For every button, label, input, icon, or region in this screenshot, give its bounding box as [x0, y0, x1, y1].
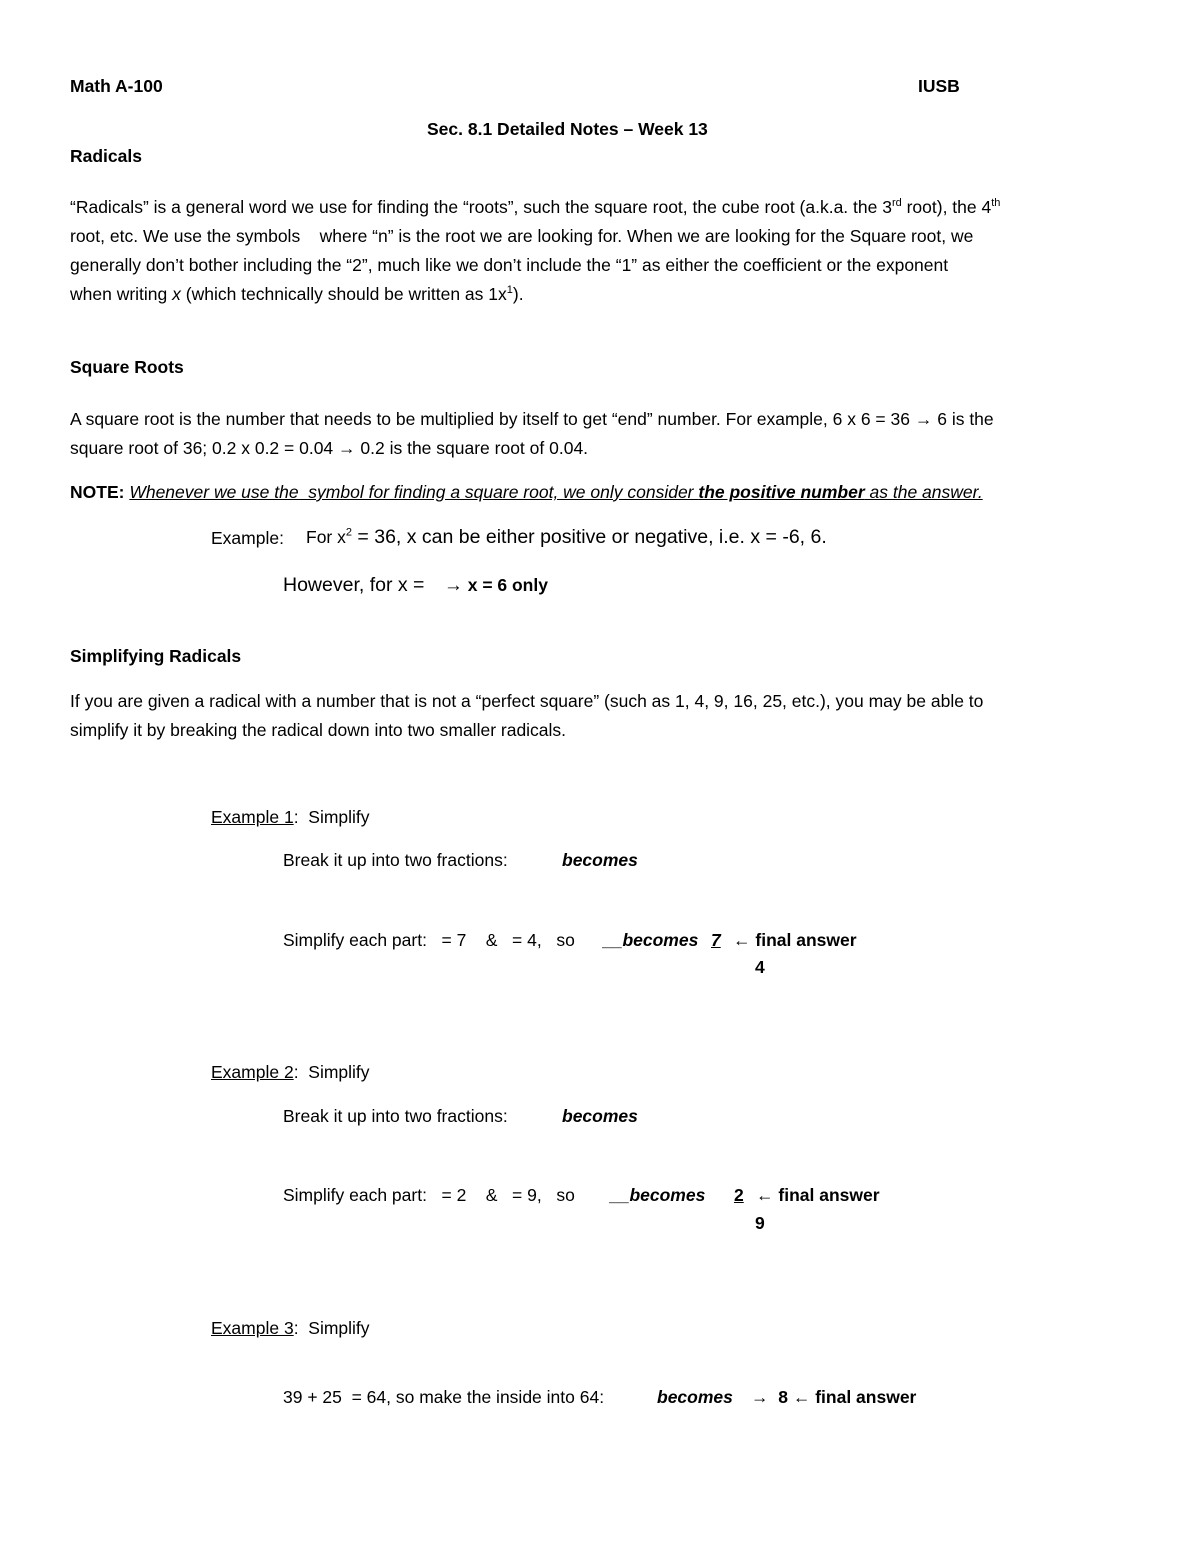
radicals-line-4: [70, 280, 1130, 309]
radicals-line-3: generally don’t bother including the “2”, much like we don’t include the “1” as either the coefficient or the exponent: [70, 255, 949, 275]
example-3-answer: 8: [778, 1387, 788, 1407]
simplifying-paragraph: [70, 687, 1130, 745]
example-1-numerator: 7: [711, 930, 721, 950]
example-1-denominator: 4: [755, 957, 765, 977]
example-3-simplify: : Simplify: [293, 1318, 370, 1338]
example-1-break: Break it up into two fractions:: [283, 850, 508, 870]
school-label: IUSB: [918, 76, 960, 96]
example-2-final: [756, 1185, 880, 1205]
square-roots-heading: Square Roots: [70, 357, 184, 377]
example-2-becomes: becomes: [562, 1106, 638, 1126]
however-line: [283, 574, 548, 597]
example-2-heading: [211, 1062, 370, 1082]
square-roots-line-2: [70, 434, 1130, 463]
example-text-a: For x: [306, 527, 346, 547]
left-arrow-icon: ←: [733, 930, 751, 950]
note-text-b: the positive number: [698, 482, 865, 502]
simplifying-line-2: simplify it by breaking the radical down into two smaller radicals.: [70, 720, 567, 740]
variable-x: x: [172, 284, 181, 304]
note-label: NOTE:: [70, 482, 125, 502]
final-answer-label: final answer: [815, 1387, 917, 1407]
example-2-break: Break it up into two fractions:: [283, 1106, 508, 1126]
radicals-text-4a: when writing: [70, 284, 173, 304]
square-roots-text-1: A square root is the number that needs to be multiplied by itself to get “end” number. For example, 6 x 6 = 36: [70, 409, 915, 429]
example-3-label: Example 3: [211, 1318, 294, 1338]
radicals-text-1: “Radicals” is a general word we use for finding the “roots”, such the square root, the cube root (a.k.a. the 3: [70, 197, 892, 217]
sup-2: 2: [345, 526, 352, 539]
final-answer-label: final answer: [755, 930, 857, 950]
example-text-b: = 36, x can be either positive or negative, i.e. x = -6, 6.: [352, 526, 827, 548]
example-line: [306, 526, 827, 549]
simplifying-line-1: If you are given a radical with a number that is not a “perfect square” (such as 1, 4, 9, 16, 25, etc.), you may be able to: [70, 691, 984, 711]
square-roots-paragraph: [70, 405, 1130, 463]
radicals-paragraph: [70, 193, 1130, 309]
example-2-numerator: 2: [734, 1185, 744, 1205]
however-text: However, for x =: [283, 574, 430, 596]
example-3-heading: [211, 1318, 370, 1338]
radicals-text-4c: ).: [512, 284, 524, 304]
example-2-becomes-2: __becomes: [610, 1185, 706, 1205]
square-roots-text-2b: 0.2 is the square root of 0.04.: [355, 438, 589, 458]
example-2-each: Simplify each part: = 2 & = 9, so: [283, 1185, 580, 1205]
example-label: Example:: [211, 528, 284, 548]
example-1-becomes: becomes: [562, 850, 638, 870]
sup-1: 1: [506, 284, 513, 297]
however-result: x = 6 only: [462, 575, 548, 595]
sup-rd: rd: [891, 197, 902, 210]
example-1-becomes-2: __becomes: [603, 930, 699, 950]
right-arrow-icon: →: [443, 575, 463, 596]
radicals-text-4b: (which technically should be written as 1x: [180, 284, 507, 304]
note-text-c: as the answer.: [864, 482, 983, 502]
example-2-simplify: : Simplify: [293, 1062, 370, 1082]
example-3-becomes: becomes: [657, 1387, 733, 1407]
example-1-label: Example 1: [211, 807, 294, 827]
example-1-final: [733, 930, 857, 950]
example-1-each: Simplify each part: = 7 & = 4, so: [283, 930, 580, 950]
left-arrow-icon: ←: [792, 1387, 811, 1407]
example-3-result: [751, 1387, 916, 1407]
radicals-line-1: [70, 193, 1130, 222]
square-roots-text-2: square root of 36; 0.2 x 0.2 = 0.04: [70, 438, 339, 458]
simplifying-heading: Simplifying Radicals: [70, 646, 242, 666]
example-1-simplify: : Simplify: [293, 807, 370, 827]
example-2-denominator: 9: [755, 1213, 765, 1233]
right-arrow-icon: →: [751, 1387, 769, 1407]
note-text-a: Whenever we use the symbol for finding a square root, we only consider: [129, 482, 699, 502]
final-answer-label: final answer: [778, 1185, 880, 1205]
sup-th: th: [991, 197, 1001, 210]
radicals-line-2: root, etc. We use the symbols where “n” is the root we are looking for. When we are looking for the Square root, we: [70, 226, 974, 246]
left-arrow-icon: ←: [756, 1185, 774, 1205]
example-1-heading: [211, 807, 370, 827]
square-roots-text-1b: 6 is the: [932, 409, 994, 429]
course-label: Math A-100: [70, 76, 163, 96]
note-line: [70, 482, 983, 502]
example-3-line: 39 + 25 = 64, so make the inside into 64:: [283, 1387, 605, 1407]
right-arrow-icon: →: [914, 409, 933, 429]
right-arrow-icon: →: [338, 438, 356, 458]
radicals-text-1b: root), the 4: [901, 197, 992, 217]
radicals-heading: Radicals: [70, 146, 142, 166]
example-2-label: Example 2: [211, 1062, 294, 1082]
square-roots-line-1: [70, 405, 1130, 434]
page-title: Sec. 8.1 Detailed Notes – Week 13: [427, 119, 708, 139]
